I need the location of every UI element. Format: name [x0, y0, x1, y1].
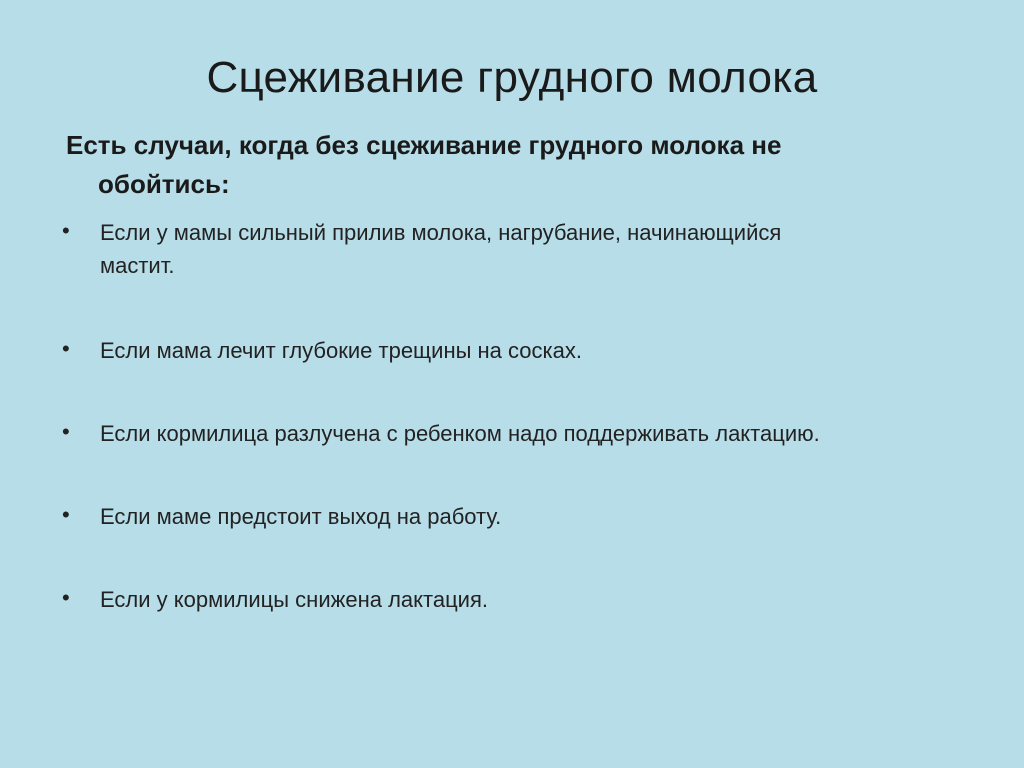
bullet-icon: • — [62, 336, 70, 361]
slide-title: Сцеживание грудного молока — [206, 53, 818, 102]
intro-text — [66, 126, 946, 204]
list-item-line-2: мастит. — [100, 253, 175, 278]
list-item-line-1: Если у мамы сильный прилив молока, нагрубание, начинающийся — [100, 220, 782, 245]
bullet-icon: • — [62, 502, 70, 527]
intro-line-2: обойтись: — [98, 169, 230, 199]
list-item — [62, 334, 982, 367]
bullet-icon: • — [62, 585, 70, 610]
list-item-text: Если кормилица разлучена с ребенком надо поддерживать лактацию. — [100, 421, 820, 446]
list-item-text: Если мама лечит глубокие трещины на сосках. — [100, 338, 582, 363]
list-item — [62, 500, 982, 533]
intro-line-1: Есть случаи, когда без сцеживание грудного молока не — [66, 130, 782, 160]
list-item-text: Если маме предстоит выход на работу. — [100, 504, 502, 529]
bullet-icon: • — [62, 218, 70, 243]
list-item — [62, 216, 982, 282]
list-item — [62, 417, 982, 450]
list-item-text — [100, 216, 950, 282]
list-item-text: Если у кормилицы снижена лактация. — [100, 587, 488, 612]
list-item — [62, 583, 982, 616]
bullet-icon: • — [62, 419, 70, 444]
